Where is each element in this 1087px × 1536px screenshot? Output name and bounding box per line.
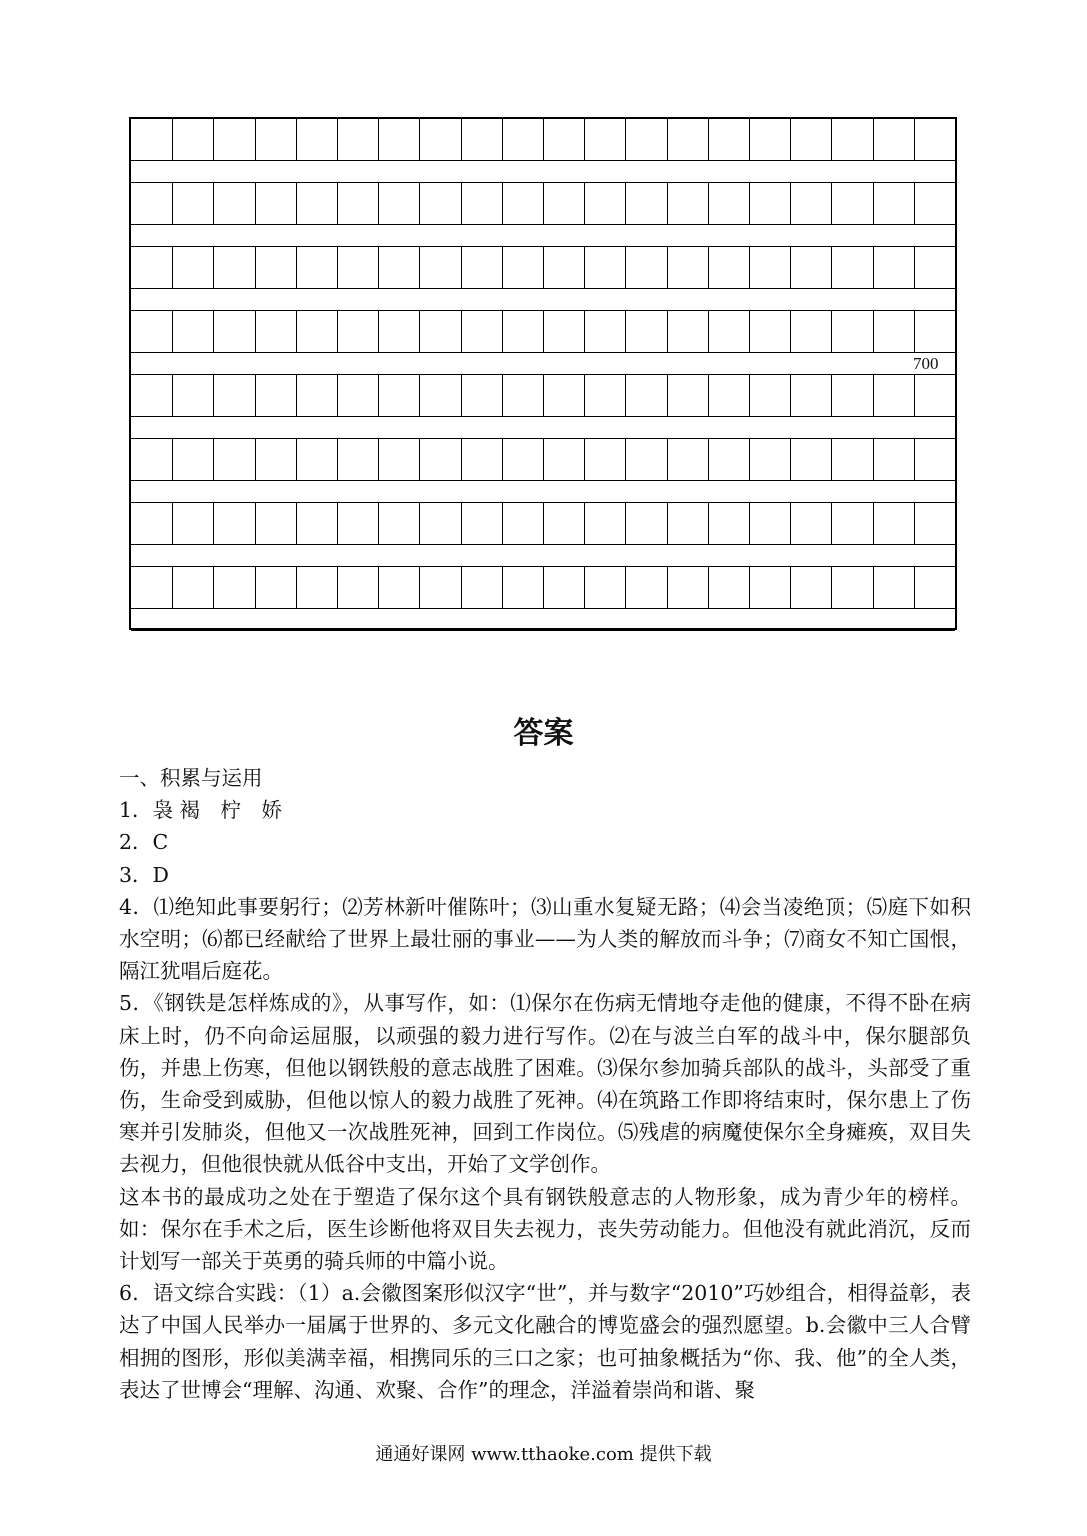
grid-cell-divider [914,183,915,224]
grid-cell-divider [296,311,297,352]
grid-cell-divider [873,311,874,352]
grid-cell-divider [419,119,420,160]
grid-cell-divider [337,247,338,288]
grid-row [131,311,955,353]
grid-cell-divider [461,503,462,544]
grid-cell-divider [543,439,544,480]
grid-cell-divider [172,503,173,544]
answer-item: 3．D [119,862,169,887]
grid-cell-divider [378,119,379,160]
grid-cell-divider [625,247,626,288]
grid-cell-divider [213,375,214,416]
grid-cell-divider [255,247,256,288]
grid-cell-divider [296,375,297,416]
grid-cell-divider [831,375,832,416]
grid-cell-divider [584,183,585,224]
grid-cell-divider [213,503,214,544]
answer-item: 1．袅 褐 柠 娇 [119,798,283,823]
grid-cell-divider [914,375,915,416]
grid-cell-divider [502,503,503,544]
grid-cell-divider [625,375,626,416]
grid-cell-divider [337,503,338,544]
grid-cell-divider [337,375,338,416]
grid-cell-divider [502,567,503,608]
grid-spacer-row [131,417,955,439]
grid-cell-divider [873,247,874,288]
grid-cell-divider [584,439,585,480]
grid-cell-divider [831,311,832,352]
grid-cell-divider [255,375,256,416]
grid-cell-divider [172,375,173,416]
grid-row [131,567,955,609]
grid-spacer-row [131,545,955,567]
grid-cell-divider [337,119,338,160]
grid-cell-divider [584,503,585,544]
grid-cell-divider [914,567,915,608]
grid-cell-divider [790,311,791,352]
grid-cell-divider [914,311,915,352]
grid-cell-divider [625,567,626,608]
grid-cell-divider [461,567,462,608]
grid-cell-divider [213,247,214,288]
grid-row [131,375,955,417]
grid-cell-divider [255,503,256,544]
grid-cell-divider [873,375,874,416]
grid-cell-divider [625,311,626,352]
footer-text: 通通好课网 www.tthaoke.com 提供下载 [375,1444,712,1465]
grid-cell-divider [255,311,256,352]
grid-row [131,247,955,289]
grid-cell-divider [378,375,379,416]
grid-cell-divider [255,119,256,160]
grid-cell-divider [790,567,791,608]
grid-cell-divider [502,375,503,416]
grid-cell-divider [172,567,173,608]
grid-cell-divider [708,439,709,480]
grid-cell-divider [419,503,420,544]
grid-cell-divider [378,311,379,352]
grid-cell-divider [296,439,297,480]
grid-cell-divider [461,247,462,288]
grid-cell-divider [461,119,462,160]
grid-cell-divider [172,183,173,224]
grid-cell-divider [790,247,791,288]
grid-cell-divider [378,439,379,480]
grid-cell-divider [172,119,173,160]
grid-cell-divider [337,439,338,480]
grid-cell-divider [502,439,503,480]
grid-cell-divider [708,503,709,544]
grid-cell-divider [213,311,214,352]
grid-cell-divider [873,503,874,544]
grid-cell-divider [296,183,297,224]
grid-cell-divider [749,503,750,544]
grid-cell-divider [543,567,544,608]
grid-cell-divider [749,375,750,416]
grid-cell-divider [708,375,709,416]
grid-cell-divider [543,119,544,160]
grid-cell-divider [543,311,544,352]
grid-cell-divider [831,119,832,160]
grid-cell-divider [337,311,338,352]
grid-cell-divider [667,183,668,224]
grid-cell-divider [502,183,503,224]
grid-cell-divider [831,503,832,544]
grid-cell-divider [708,567,709,608]
grid-cell-divider [790,375,791,416]
answers-title: 答案 [513,716,574,751]
grid-cell-divider [461,311,462,352]
grid-cell-divider [461,183,462,224]
grid-cell-divider [625,119,626,160]
grid-cell-divider [667,567,668,608]
grid-cell-divider [873,567,874,608]
grid-spacer-row [131,481,955,503]
grid-cell-divider [255,439,256,480]
grid-cell-divider [831,567,832,608]
grid-row [131,119,955,161]
grid-cell-divider [337,567,338,608]
grid-cell-divider [667,503,668,544]
grid-row [131,503,955,545]
grid-cell-divider [914,439,915,480]
grid-cell-divider [296,247,297,288]
grid-cell-divider [543,247,544,288]
grid-cell-divider [461,375,462,416]
writing-grid [129,117,957,630]
grid-cell-divider [502,311,503,352]
answers-body [119,762,971,1406]
grid-cell-divider [255,567,256,608]
grid-cell-divider [419,567,420,608]
grid-cell-divider [749,183,750,224]
grid-spacer-row [131,609,955,631]
grid-cell-divider [584,247,585,288]
grid-cell-divider [914,119,915,160]
grid-cell-divider [502,119,503,160]
grid-cell-divider [255,183,256,224]
grid-cell-divider [543,375,544,416]
grid-cell-divider [213,567,214,608]
grid-cell-divider [296,503,297,544]
grid-cell-divider [625,183,626,224]
grid-cell-divider [873,439,874,480]
answer-item: 这本书的最成功之处在于塑造了保尔这个具有钢铁般意志的人物形象，成为青少年的榜样。如：保尔在手术之后，医生诊断他将双目失去视力，丧失劳动能力。但他没有就此消沉，反而计划写一部关于英勇的骑兵师的中篇小说。 [119,1184,971,1274]
grid-cell-divider [667,119,668,160]
grid-cell-divider [296,567,297,608]
grid-cell-divider [667,439,668,480]
grid-cell-divider [337,183,338,224]
grid-cell-divider [584,567,585,608]
grid-cell-divider [873,119,874,160]
grid-cell-divider [873,183,874,224]
grid-cell-divider [749,567,750,608]
grid-spacer-row [131,225,955,247]
grid-cell-divider [749,439,750,480]
grid-cell-divider [419,247,420,288]
grid-cell-divider [419,183,420,224]
grid-cell-divider [378,183,379,224]
grid-cell-divider [831,183,832,224]
grid-cell-divider [708,183,709,224]
grid-cell-divider [667,375,668,416]
grid-spacer-row [131,161,955,183]
answer-item: 4．⑴绝知此事要躬行；⑵芳林新叶催陈叶；⑶山重水复疑无路；⑷会当凌绝顶；⑸庭下如积水空明；⑹都已经献给了世界上最壮丽的事业——为人类的解放而斗争；⑺商女不知亡国恨，隔江犹唱后庭花。 [119,894,971,984]
word-count-marker: 700 [913,354,939,373]
grid-cell-divider [172,439,173,480]
grid-cell-divider [584,375,585,416]
grid-cell-divider [708,311,709,352]
grid-cell-divider [790,439,791,480]
grid-cell-divider [213,119,214,160]
answer-item: 6．语文综合实践：（1）a.会徽图案形似汉字“世”，并与数字“2010”巧妙组合，相得益彰，表达了中国人民举办一届属于世界的、多元文化融合的博览盛会的强烈愿望。b.会徽中三人合臂相拥的图形，形似美满幸福，相携同乐的三口之家；也可抽象概括为“你、我、他”的全人类，表达了世博会“理解、沟通、欢聚、合作”的理念，洋溢着崇尚和谐、聚 [119,1281,971,1402]
grid-cell-divider [625,503,626,544]
grid-cell-divider [419,375,420,416]
grid-cell-divider [708,247,709,288]
grid-cell-divider [749,119,750,160]
grid-cell-divider [625,439,626,480]
grid-cell-divider [213,183,214,224]
grid-cell-divider [172,247,173,288]
grid-cell-divider [831,439,832,480]
grid-cell-divider [378,503,379,544]
grid-cell-divider [378,247,379,288]
answer-item: 5．《钢铁是怎样炼成的》，从事写作，如：⑴保尔在伤病无情地夺走他的健康，不得不卧在病床上时，仍不向命运屈服，以顽强的毅力进行写作。⑵在与波兰白军的战斗中，保尔腿部负伤，并患上伤寒，但他以钢铁般的意志战胜了困难。⑶保尔参加骑兵部队的战斗，头部受了重伤，生命受到威胁，但他以惊人的毅力战胜了死神。⑷在筑路工作即将结束时，保尔患上了伤寒并引发肺炎，但他又一次战胜死神，回到工作岗位。⑸残虐的病魔使保尔全身瘫痪，双目失去视力，但他很快就从低谷中支出，开始了文学创作。 [119,991,971,1177]
grid-cell-divider [584,311,585,352]
grid-cell-divider [419,311,420,352]
grid-row [131,183,955,225]
section-heading: 一、积累与运用 [119,766,263,790]
grid-cell-divider [667,311,668,352]
answer-item: 2．C [119,830,169,855]
grid-cell-divider [584,119,585,160]
grid-cell-divider [502,247,503,288]
grid-row [131,439,955,481]
grid-cell-divider [749,311,750,352]
grid-cell-divider [543,183,544,224]
grid-cell-divider [914,247,915,288]
grid-cell-divider [667,247,668,288]
grid-spacer-row [131,353,955,375]
grid-cell-divider [831,247,832,288]
grid-cell-divider [708,119,709,160]
grid-cell-divider [790,119,791,160]
grid-cell-divider [419,439,420,480]
grid-cell-divider [378,567,379,608]
grid-cell-divider [461,439,462,480]
grid-cell-divider [790,503,791,544]
grid-cell-divider [296,119,297,160]
grid-cell-divider [790,183,791,224]
grid-cell-divider [543,503,544,544]
grid-cell-divider [172,311,173,352]
grid-cell-divider [213,439,214,480]
grid-cell-divider [914,503,915,544]
grid-cell-divider [749,247,750,288]
grid-spacer-row [131,289,955,311]
